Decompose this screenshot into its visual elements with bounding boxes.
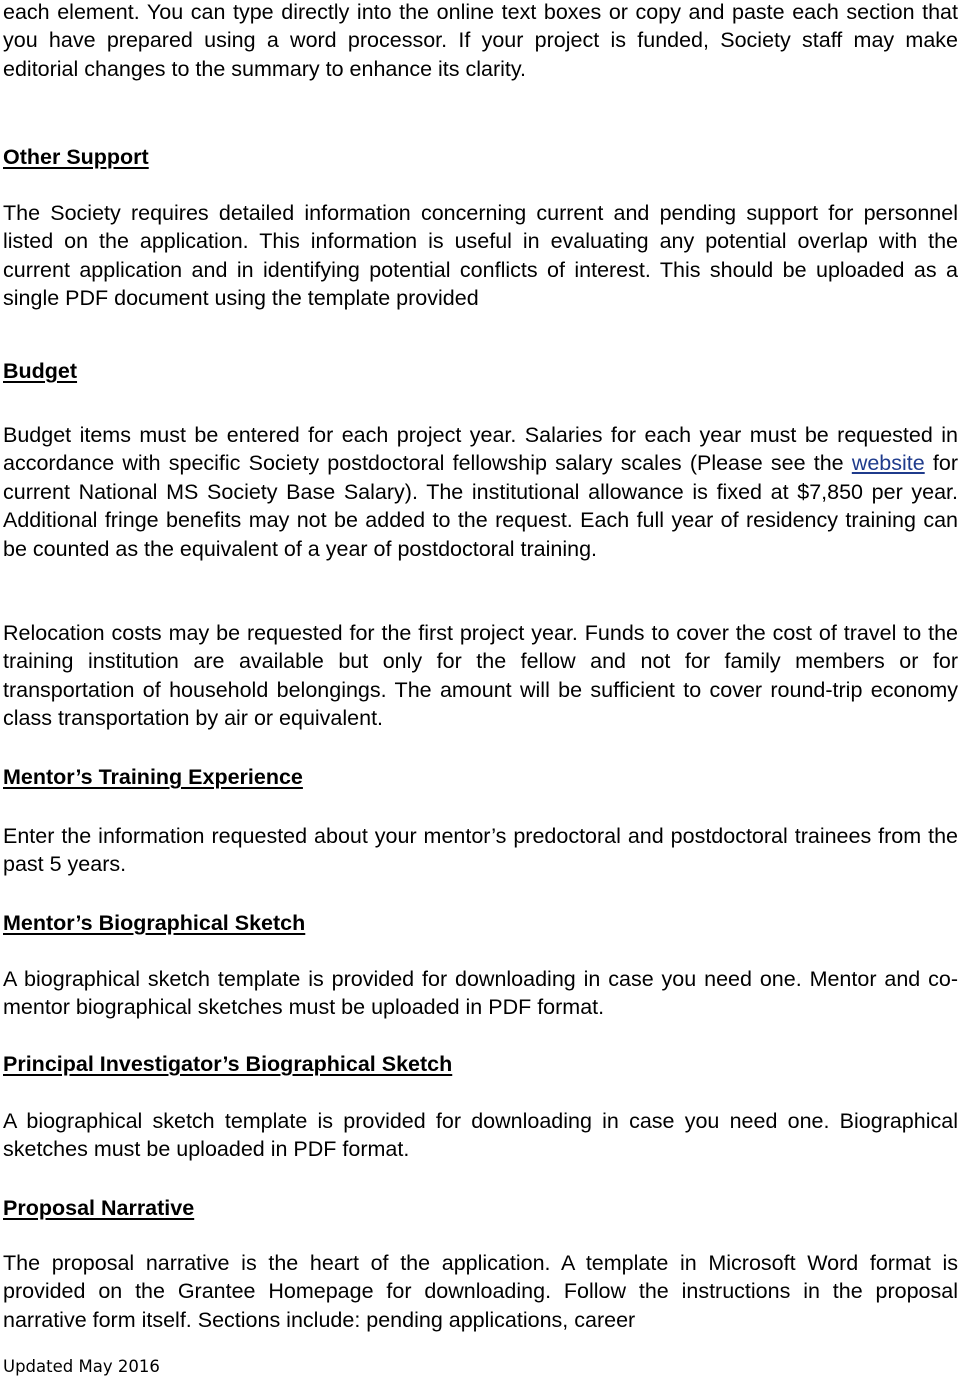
proposal-narrative-paragraph: The proposal narrative is the heart of the application. A template in Microsoft Word format is provided on the Grantee Homepage for downloading. Follow the instructions in the proposal narrative form itself. Sections include: pending applications, career (3, 1251, 958, 1332)
pi-bio-heading: Principal Investigator’s Biographical Sketch (3, 1052, 453, 1076)
website-link[interactable]: website (851, 451, 925, 476)
mentor-training-heading: Mentor’s Training Experience (3, 765, 303, 789)
other-support-paragraph: The Society requires detailed information concerning current and pending support for personnel listed on the application. This information is useful in evaluating any potential overlap with the current application and in identifying potential conflicts of interest. This should be uploaded as a single PDF document using the template provided (3, 201, 958, 311)
budget-text-after-link: for current National MS Society Base Salary). The institutional allowance is fixed at $7,850 per year. Additional fringe benefits may not be added to the request. Each full year of residency training can be counted as the equivalent of a year of postdoctoral training. (3, 451, 958, 561)
budget-paragraph-2: Relocation costs may be requested for the first project year. Funds to cover the cost of travel to the training institution are available but only for the fellow and not for family members or for transportation of household belongings. The amount will be sufficient to cover round-trip economy class transportation by air or equivalent. (3, 621, 958, 731)
budget-paragraph-1 (3, 421, 958, 563)
other-support-heading: Other Support (3, 145, 149, 169)
mentor-bio-heading: Mentor’s Biographical Sketch (3, 911, 306, 935)
budget-heading: Budget (3, 359, 78, 383)
mentor-training-paragraph: Enter the information requested about your mentor’s predoctoral and postdoctoral trainees from the past 5 years. (3, 824, 958, 877)
intro-paragraph: each element. You can type directly into the online text boxes or copy and paste each section that you have prepared using a word processor. If your project is funded, Society staff may make editorial changes to the summary to enhance its clarity. (3, 0, 958, 81)
budget-text-before-link: Budget items must be entered for each project year. Salaries for each year must be requested in accordance with specific Society postdoctoral fellowship salary scales (Please see the (3, 423, 958, 476)
mentor-bio-paragraph: A biographical sketch template is provided for downloading in case you need one. Mentor and co-mentor biographical sketches must be uploaded in PDF format. (3, 967, 958, 1020)
pi-bio-paragraph: A biographical sketch template is provided for downloading in case you need one. Biographical sketches must be uploaded in PDF format. (3, 1109, 958, 1162)
proposal-narrative-heading: Proposal Narrative (3, 1196, 195, 1220)
page-footer: Updated May 2016 (3, 1357, 160, 1376)
